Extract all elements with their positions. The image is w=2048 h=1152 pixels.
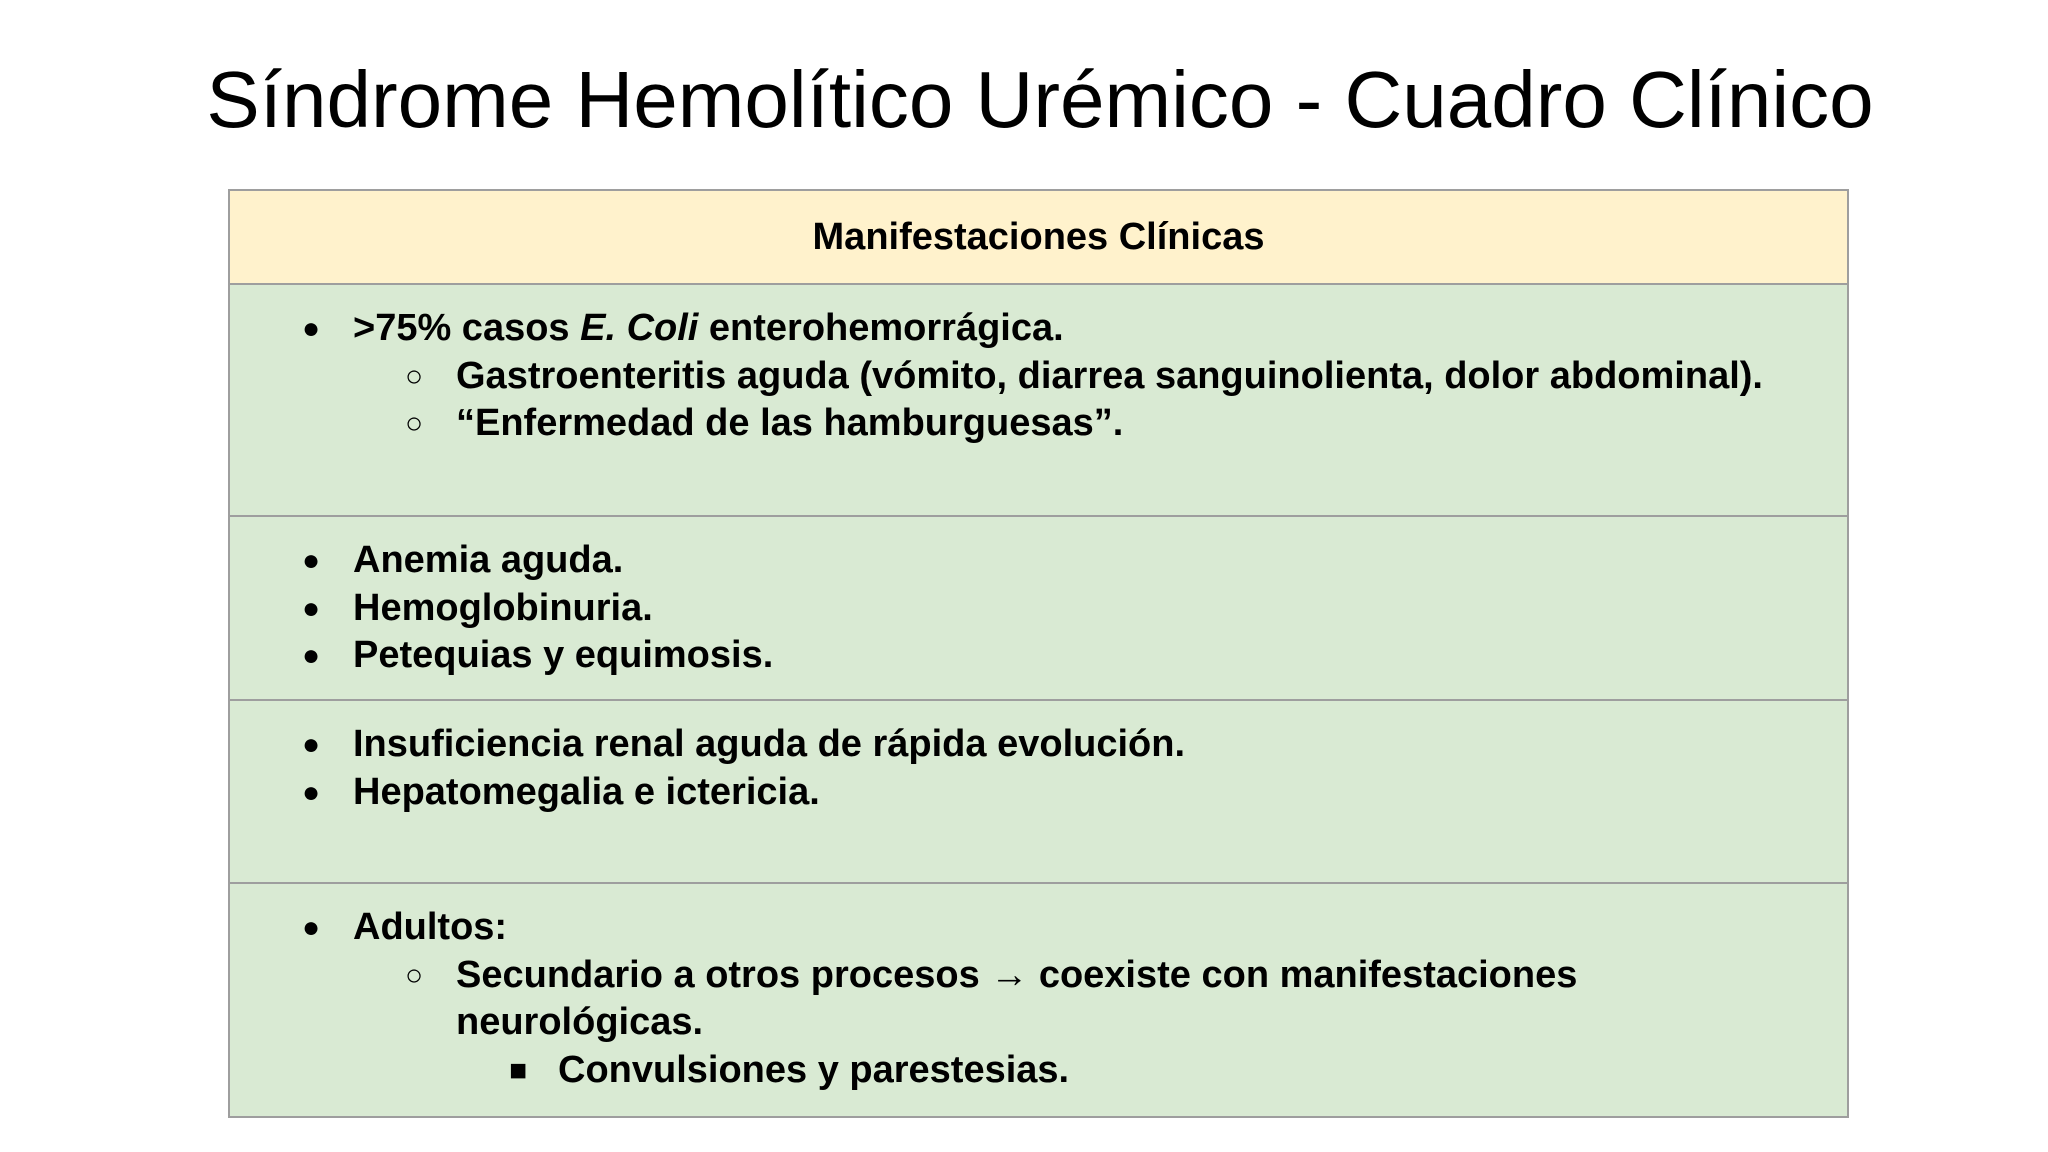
list-item-text: Hepatomegalia e ictericia.	[353, 770, 820, 813]
list-item	[230, 904, 1577, 952]
table-row	[230, 517, 1847, 701]
sub-list-item-continuation	[230, 999, 1577, 1047]
hollow-circle-bullet-icon: ○	[405, 958, 424, 992]
list-item-text: Secundario a otros procesos → coexiste con manifestaciones	[456, 953, 1578, 996]
list-item-text: Insuficiencia renal aguda de rápida evolución.	[353, 723, 1186, 765]
table-row	[230, 285, 1847, 517]
sub-list-item	[230, 952, 1577, 1000]
list-item-text: Convulsiones y parestesias.	[558, 1048, 1070, 1091]
list-item-text: Gastroenteritis aguda (vómito, diarrea sanguinolienta, dolor abdominal).	[456, 354, 1763, 397]
bullet-list	[230, 537, 773, 680]
list-item	[230, 585, 773, 633]
sub-list-item	[230, 400, 1763, 448]
list-item-text: Hemoglobinuria.	[353, 586, 653, 629]
list-item-text: “Enfermedad de las hamburguesas”.	[456, 402, 1124, 444]
filled-circle-bullet-icon: ●	[302, 639, 321, 672]
list-item-text: Anemia aguda.	[353, 539, 624, 581]
filled-circle-bullet-icon: ●	[302, 911, 321, 944]
sub-list-item	[230, 353, 1763, 401]
table-header: Manifestaciones Clínicas	[230, 191, 1847, 285]
list-item	[230, 769, 1185, 817]
filled-circle-bullet-icon: ●	[302, 728, 321, 761]
list-item-text: Petequias y equimosis.	[353, 634, 774, 676]
list-item-italic-text: E. Coli	[580, 307, 699, 349]
list-item-text: Adultos:	[353, 906, 508, 948]
table-row	[230, 701, 1847, 884]
list-item-text: enterohemorrágica.	[698, 307, 1064, 349]
list-item-text: >75% casos	[353, 307, 581, 349]
bullet-list	[230, 721, 1185, 816]
bullet-list	[230, 305, 1763, 448]
table-row	[230, 884, 1847, 1116]
slide-title: Síndrome Hemolítico Urémico - Cuadro Clínico	[206, 55, 1874, 144]
list-item-text: neurológicas.	[456, 1001, 704, 1043]
filled-circle-bullet-icon: ●	[302, 544, 321, 577]
sub-sub-list-item	[230, 1047, 1577, 1095]
filled-circle-bullet-icon: ●	[302, 312, 321, 345]
list-item	[230, 305, 1763, 353]
hollow-circle-bullet-icon: ○	[405, 359, 424, 393]
clinical-manifestations-table	[228, 189, 1849, 1118]
hollow-circle-bullet-icon: ○	[405, 407, 424, 440]
filled-circle-bullet-icon: ●	[302, 591, 321, 625]
list-item	[230, 632, 773, 680]
list-item	[230, 721, 1185, 769]
square-bullet-icon: ■	[509, 1053, 528, 1087]
bullet-list	[230, 904, 1577, 1094]
filled-circle-bullet-icon: ●	[302, 775, 321, 809]
list-item	[230, 537, 773, 585]
